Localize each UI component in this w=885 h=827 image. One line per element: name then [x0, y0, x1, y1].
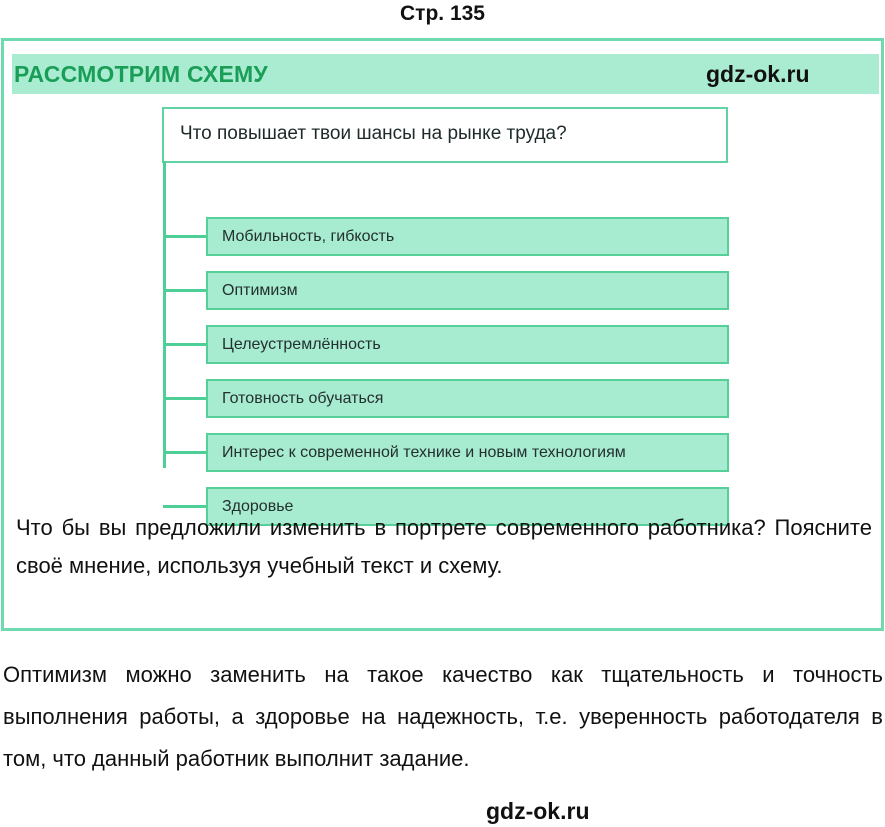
diagram-connector [163, 289, 207, 292]
watermark-top: gdz-ok.ru [706, 61, 810, 87]
diagram-connector-vertical [163, 161, 166, 468]
diagram-item-label: Интерес к современной технике и новым технологиям [222, 444, 626, 461]
page-number: Стр. 135 [400, 2, 485, 25]
diagram-item-optimism [206, 271, 729, 310]
diagram-item-label: Мобильность, гибкость [222, 228, 395, 245]
answer-text: Оптимизм можно заменить на такое качество как тщательность и точность выполнения работы, а здоровье на надежность, т.е. уверенность работодателя в том, что данный работник выполнит задание. [3, 662, 883, 771]
diagram-connector [163, 235, 207, 238]
diagram-item-label: Здоровье [222, 498, 294, 515]
diagram-connector [163, 343, 207, 346]
diagram-item-mobility [206, 217, 729, 256]
diagram-item-label: Целеустремлённость [222, 336, 381, 353]
diagram-root-box [162, 107, 728, 163]
diagram-connector [163, 451, 207, 454]
exercise-question: Что бы вы предложили изменить в портрете современного работника? Поясните своё мнение, используя учебный текст и схему. [16, 515, 872, 578]
exercise-frame [1, 38, 884, 631]
diagram-connector [163, 397, 207, 400]
diagram-item-purposefulness [206, 325, 729, 364]
diagram-item-learning [206, 379, 729, 418]
section-title: РАССМОТРИМ СХЕМУ [14, 61, 268, 87]
watermark-bottom: gdz-ok.ru [486, 798, 590, 824]
diagram-item-label: Оптимизм [222, 282, 298, 299]
diagram-item-label: Готовность обучаться [222, 390, 384, 407]
scheme-diagram [162, 107, 732, 515]
diagram-root-label: Что повышает твои шансы на рынке труда? [180, 123, 567, 144]
diagram-connector [163, 505, 207, 508]
diagram-item-technology [206, 433, 729, 472]
